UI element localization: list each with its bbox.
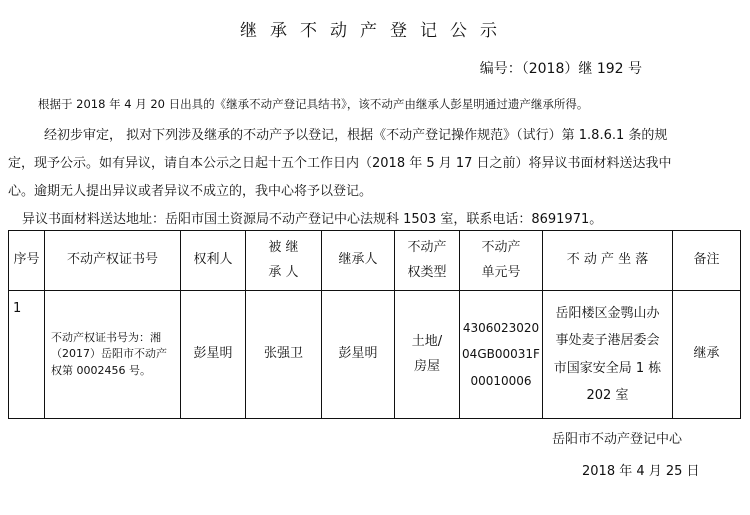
cell-right-type	[395, 291, 460, 419]
table-row	[9, 291, 741, 419]
header-seq: 序号	[9, 231, 45, 291]
cell-cert-no: 不动产权证书号为：湘（2017）岳阳市不动产权第 0002456 号。	[45, 291, 181, 419]
table-header-row	[9, 231, 741, 291]
header-inherited-from	[246, 231, 322, 291]
cell-unit-no	[460, 291, 543, 419]
header-cert-no: 不动产权证书号	[45, 231, 181, 291]
header-heir: 继承人	[322, 231, 395, 291]
cell-unit-no-line2: 04GB00031F	[462, 347, 540, 362]
cell-right-type-line2: 房屋	[413, 358, 440, 374]
basis-paragraph: 根据于 2018 年 4 月 20 日出具的《继承不动产登记具结书》，该不动产由继承人彭星明通过遗产继承所得。	[38, 97, 589, 111]
objection-address: 异议书面材料送达地址：岳阳市国土资源局不动产登记中心法规科 1503 室，联系电话：8691971。	[22, 212, 603, 227]
header-location: 不 动 产 坐 落	[543, 231, 673, 291]
header-inherited-from-line2: 承 人	[268, 264, 299, 280]
header-unit-no-line2: 单元号	[481, 264, 521, 280]
cell-owner: 彭星明	[181, 291, 246, 419]
header-right-type-line2: 权类型	[407, 264, 447, 280]
registration-table	[8, 230, 741, 419]
header-remarks: 备注	[673, 231, 741, 291]
cell-location-line2: 事处麦子港居委会	[555, 333, 660, 349]
cell-location	[543, 291, 673, 419]
header-owner: 权利人	[181, 231, 246, 291]
cell-location-line3: 市国家安全局 1 栋	[553, 360, 662, 376]
header-right-type-line1: 不动产	[407, 239, 447, 255]
cell-remarks: 继承	[673, 291, 741, 419]
cell-location-line1: 岳阳楼区金鹗山办	[555, 305, 660, 321]
header-inherited-from-line1: 被 继	[268, 239, 299, 255]
cell-inherited-from: 张强卫	[246, 291, 322, 419]
cell-location-line4: 202 室	[586, 387, 629, 403]
cell-unit-no-line3: 00010006	[470, 373, 532, 388]
header-right-type	[395, 231, 460, 291]
issue-date: 2018 年 4 月 25 日	[582, 464, 700, 479]
cell-right-type-line1: 土地/	[411, 333, 443, 349]
body-line-1: 经初步审定， 拟对下列涉及继承的不动产予以登记，根据《不动产登记操作规范》（试行）第 1.8.6.1 条的规	[44, 128, 668, 143]
cell-heir: 彭星明	[322, 291, 395, 419]
cell-unit-no-line1: 4306023020	[462, 320, 540, 335]
body-line-2: 定，现予公示。如有异议，请自本公示之日起十五个工作日内（2018 年 5 月 17 日之前）将异议书面材料送达我中	[8, 156, 672, 171]
cell-seq: 1	[9, 291, 45, 419]
notice-title: 继承不动产登记公示	[240, 21, 510, 41]
document-number: 编号：（2018）继 192 号	[479, 61, 642, 77]
issuing-office: 岳阳市不动产登记中心	[552, 432, 683, 447]
header-unit-no-line1: 不动产	[481, 239, 521, 255]
body-line-3: 心。逾期无人提出异议或者异议不成立的，我中心将予以登记。	[8, 184, 373, 199]
header-unit-no	[460, 231, 543, 291]
